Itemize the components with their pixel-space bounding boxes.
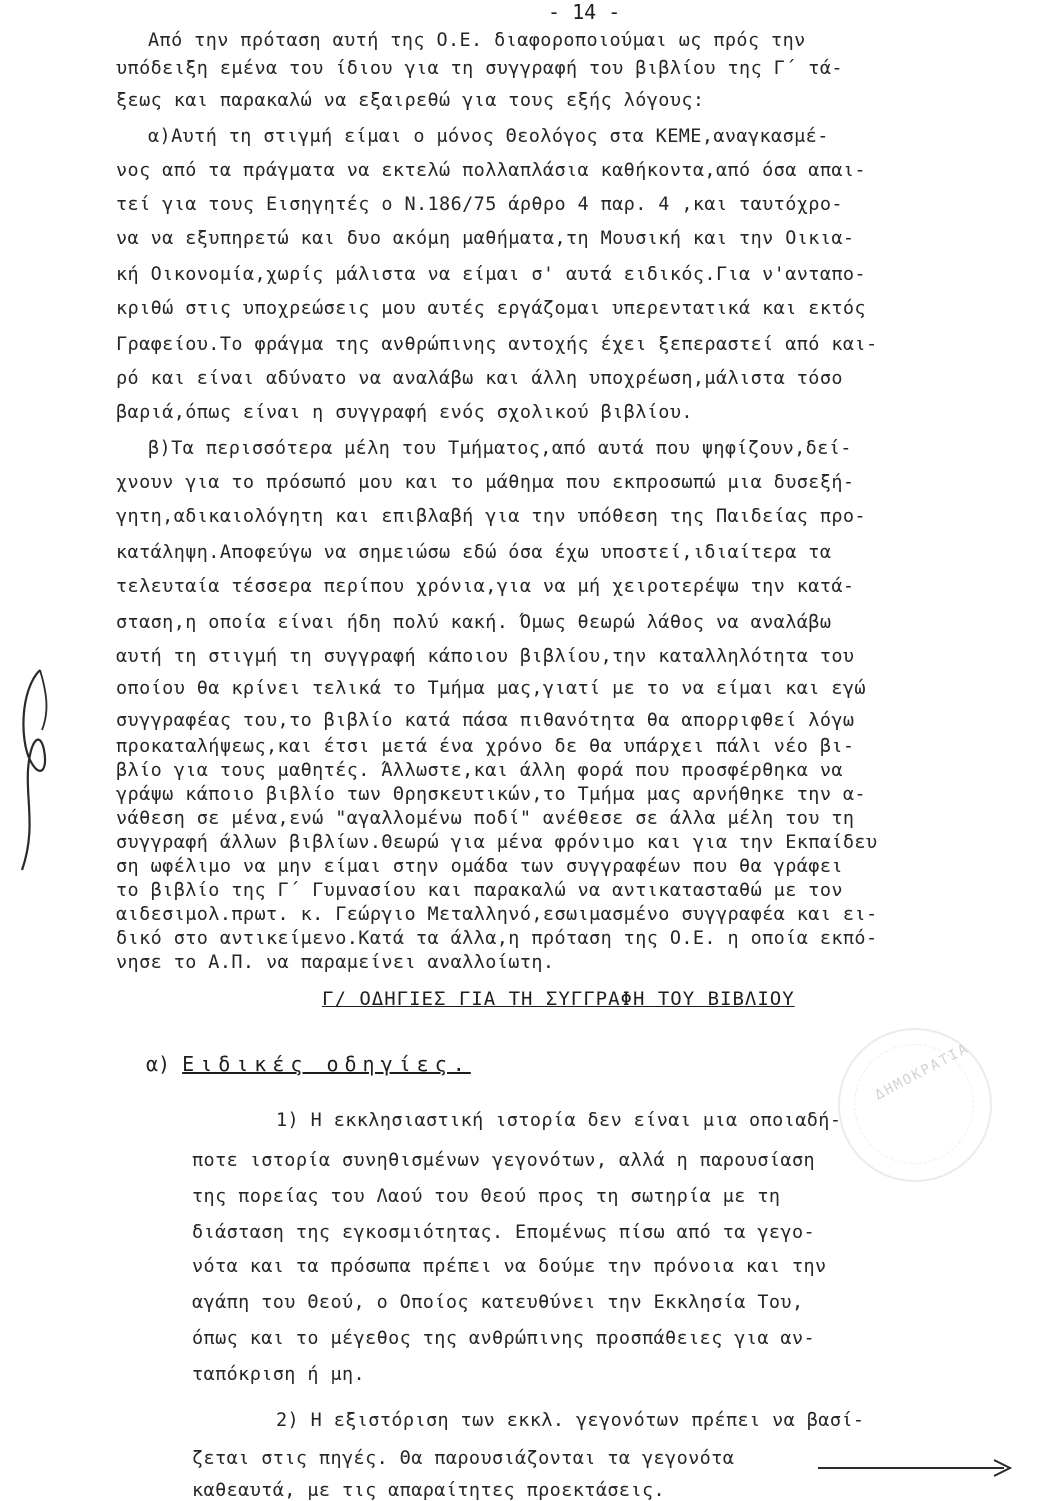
text-line: τεί για τους Εισηγητές ο Ν.186/75 άρθρο 4 παρ. 4 ,και ταυτόχρο- [116,194,843,215]
text-line: ταπόκριση ή μη. [192,1364,366,1385]
text-line: βαριά,όπως είναι η συγγραφή ενός σχολικού βιβλίου. [116,402,693,423]
faded-stamp [838,1028,992,1182]
text-line: δικό στο αντικείμενο.Κατά τα άλλα,η πρόταση της Ο.Ε. η οποία εκπό- [116,928,878,949]
text-line: β)Τα περισσότερα μέλη του Τμήματος,από αυτά που ψηφίζουν,δεί- [148,438,852,459]
text-line: οποίου θα κρίνει τελικά το Τμήμα μας,γιατί με το να είμαι και εγώ [116,678,866,699]
text-line: νος από τα πράγματα να εκτελώ πολλαπλάσια καθήκοντα,από όσα απαι- [116,160,866,181]
text-line: προκαταλήψεως,και έτσι μετά ένα χρόνο δε θα υπάρχει πάλι νέο βι- [116,736,855,757]
text-line: κή Οικονομία,χωρίς μάλιστα να είμαι σ' αυτά ειδικός.Για ν'ανταπο- [116,264,866,285]
text-line: νάθεση σε μένα,ενώ "αγαλλομένω ποδί" ανέθεσε σε άλλα μέλη του τη [116,808,855,829]
text-line: τελευταία τέσσερα περίπου χρόνια,για να μή χειροτερέψω την κατά- [116,576,855,597]
text-line: ρό και είναι αδύνατο να αναλάβω και άλλη υποχρέωση,μάλιστα τόσο [116,368,843,389]
text-line: αγάπη του Θεού, ο Οποίος κατευθύνει την Εκκλησία Του, [192,1292,804,1313]
text-line: γράψω κάποιο βιβλίο των Θρησκευτικών,το Τμήμα μας αρνήθηκε την α- [116,784,866,805]
section-heading: Γ/ ΟΔΗΓΙΕΣ ΓΙΑ ΤΗ ΣΥΓΓΡΑΦΗ ΤΟΥ ΒΙΒΛΙΟΥ [322,988,795,1010]
text-line: Γραφείου.Το φράγμα της ανθρώπινης αντοχής έχει ξεπεραστεί από και- [116,334,878,355]
text-line: σταση,η οποία είναι ήδη πολύ κακή. Όμως θεωρώ λάθος να αναλάβω [116,612,832,633]
text-line: κατάληψη.Αποφεύγω να σημειώσω εδώ όσα έχω υποστεί,ιδιαίτερα τα [116,542,832,563]
subheading-title: Ειδικές οδηγίες. [182,1052,471,1076]
text-line: να να εξυπηρετώ και δυο ακόμη μαθήματα,τη Μουσική και την Οικια- [116,228,855,249]
text-line: γητη,αδικαιολόγητη και επιβλαβή για την υπόθεση της Παιδείας προ- [116,506,866,527]
text-line: αιδεσιμολ.πρωτ. κ. Γεώργιο Μεταλληνό,εσωιμασμένο συγγραφέα και ει- [116,904,878,925]
handwritten-margin-mark [0,650,70,880]
text-line: το βιβλίο της Γ΄ Γυμνασίου και παρακαλώ να αντικατασταθώ με τον [116,880,843,901]
text-line: υπόδειξη εμένα του ίδιου για τη συγγραφή του βιβλίου της Γ΄ τά- [116,58,843,79]
text-line: όπως και το μέγεθος της ανθρώπινης προσπάθειες για αν- [192,1328,816,1349]
text-line: ξεως και παρακαλώ να εξαιρεθώ για τους εξής λόγους: [116,90,705,111]
text-line: της πορείας του Λαού του Θεού προς τη σωτηρία με τη [192,1186,781,1207]
text-line: χνουν για το πρόσωπό μου και το μάθημα που εκπροσωπώ μια δυσεξή- [116,472,855,493]
text-line: κριθώ στις υποχρεώσεις μου αυτές εργάζομαι υπερεντατικά και εκτός [116,298,866,319]
text-line: βλίο για τους μαθητές. Άλλωστε,και άλλη φορά που προσφέρθηκα να [116,760,843,781]
text-line: Από την πρόταση αυτή της Ο.Ε. διαφοροποιούμαι ως πρός την [148,30,806,51]
text-line: συγγραφή άλλων βιβλίων.Θεωρώ για μένα φρόνιμο και για την Εκπαίδευ [116,832,878,853]
text-line: καθεαυτά, με τις απαραίτητες προεκτάσεις. [192,1480,666,1501]
text-line: 1) Η εκκλησιαστική ιστορία δεν είναι μια οποιαδή- [276,1110,842,1131]
text-line: 2) Η εξιστόριση των εκκλ. γεγονότων πρέπει να βασί- [276,1410,865,1431]
text-line: αυτή τη στιγμή τη συγγραφή κάποιου βιβλίου,την καταλληλότητα του [116,646,855,667]
subheading [146,1052,471,1076]
text-line: διάσταση της εγκοσμιότητας. Επομένως πίσω από τα γεγο- [192,1222,816,1243]
text-line: α)Αυτή τη στιγμή είμαι ο μόνος Θεολόγος στα ΚΕΜΕ,αναγκασμέ- [148,126,829,147]
text-line: ζεται στις πηγές. Θα παρουσιάζονται τα γεγονότα [192,1448,735,1469]
text-line: νησε το Α.Π. να παραμείνει αναλλοίωτη. [116,952,555,973]
page-number: - 14 - [548,0,621,24]
text-line: νότα και τα πρόσωπα πρέπει να δούμε την πρόνοια και την [192,1256,827,1277]
text-line: ση ωφέλιμο να μην είμαι στην ομάδα των συγγραφέων που θα γράφει [116,856,843,877]
subheading-prefix: α) [146,1052,171,1076]
stamp-text: ΔΗΜΟΚΡΑΤΙΑ [872,1040,972,1104]
arrow-icon [818,1456,1018,1480]
text-line: ποτε ιστορία συνηθισμένων γεγονότων, αλλά η παρουσίαση [192,1150,816,1171]
text-line: συγγραφέας του,το βιβλίο κατά πάσα πιθανότητα θα απορριφθεί λόγω [116,710,855,731]
